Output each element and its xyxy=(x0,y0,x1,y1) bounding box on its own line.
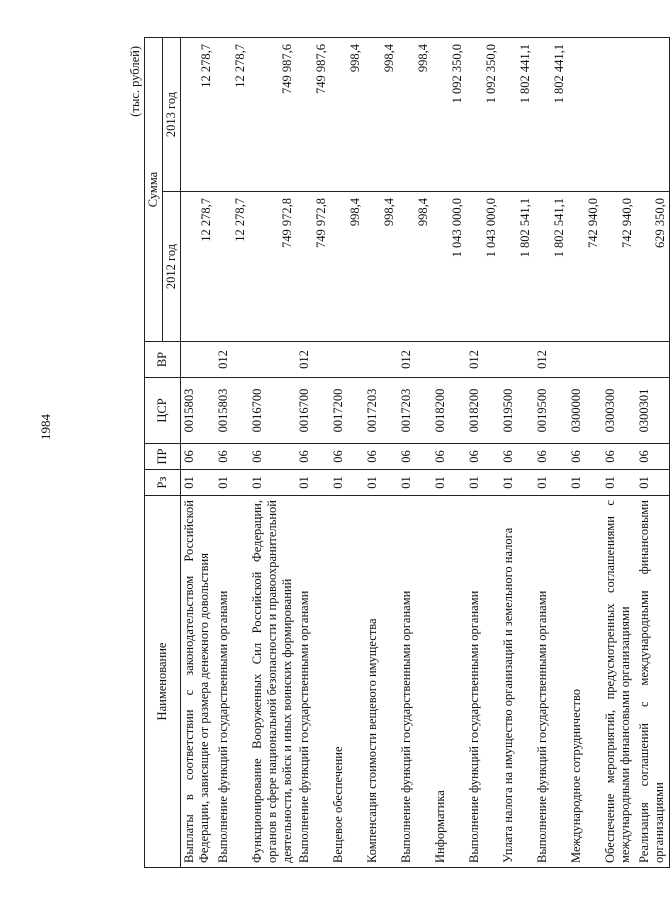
cell-2013 xyxy=(636,38,670,192)
cell-vr xyxy=(568,342,602,378)
cell-vr: 012 xyxy=(398,342,432,378)
cell-2012: 998,4 xyxy=(398,192,432,342)
table-row xyxy=(432,38,466,868)
cell-vr: 012 xyxy=(534,342,568,378)
table-row xyxy=(466,38,500,868)
cell-2012: 12 278,7 xyxy=(215,192,249,342)
cell-vr xyxy=(636,342,670,378)
cell-2012: 742 940,0 xyxy=(568,192,602,342)
cell-name: Международное сотрудничество xyxy=(568,496,602,868)
cell-name: Выполнение функций государственными органами xyxy=(534,496,568,868)
cell-rz: 01 xyxy=(249,470,296,496)
cell-name: Уплата налога на имущество организаций и земельного налога xyxy=(500,496,534,868)
cell-csr: 0300301 xyxy=(636,378,670,444)
cell-name: Функционирование Вооруженных Сил Российской Федерации, органов в сфере национальной безопасности и правоохранительной деятельности, войск и иных воинских формирований xyxy=(249,496,296,868)
cell-2013: 749 987,6 xyxy=(296,38,330,192)
cell-2013 xyxy=(568,38,602,192)
cell-name: Выполнение функций государственными органами xyxy=(215,496,249,868)
cell-csr: 0018200 xyxy=(432,378,466,444)
header-2013: 2013 год xyxy=(163,38,181,192)
cell-rz: 01 xyxy=(364,470,398,496)
header-name: Наименование xyxy=(145,496,181,868)
cell-csr: 0017203 xyxy=(398,378,432,444)
cell-rz: 01 xyxy=(568,470,602,496)
cell-2012: 998,4 xyxy=(330,192,364,342)
cell-pr: 06 xyxy=(330,444,364,470)
cell-csr: 0015803 xyxy=(181,378,215,444)
cell-rz: 01 xyxy=(181,470,215,496)
cell-2012: 742 940,0 xyxy=(602,192,636,342)
cell-name: Выполнение функций государственными органами xyxy=(398,496,432,868)
unit-label: (тыс. рублей) xyxy=(128,46,142,117)
cell-vr xyxy=(330,342,364,378)
cell-2013: 1 092 350,0 xyxy=(432,38,466,192)
cell-vr: 012 xyxy=(296,342,330,378)
table-body xyxy=(181,38,670,868)
cell-2013: 998,4 xyxy=(330,38,364,192)
cell-rz: 01 xyxy=(432,470,466,496)
cell-rz: 01 xyxy=(330,470,364,496)
cell-2012: 629 350,0 xyxy=(636,192,670,342)
cell-2012: 998,4 xyxy=(364,192,398,342)
cell-rz: 01 xyxy=(500,470,534,496)
cell-2013: 1 092 350,0 xyxy=(466,38,500,192)
cell-2012: 749 972,8 xyxy=(249,192,296,342)
cell-rz: 01 xyxy=(466,470,500,496)
cell-rz: 01 xyxy=(602,470,636,496)
header-vr: ВР xyxy=(145,342,181,378)
cell-pr: 06 xyxy=(181,444,215,470)
table-row xyxy=(364,38,398,868)
table-row xyxy=(568,38,602,868)
cell-csr: 0016700 xyxy=(249,378,296,444)
rotated-table-region xyxy=(128,38,667,868)
table-row xyxy=(534,38,568,868)
cell-vr xyxy=(249,342,296,378)
cell-rz: 01 xyxy=(636,470,670,496)
cell-rz: 01 xyxy=(215,470,249,496)
budget-table xyxy=(144,37,670,868)
cell-2013: 749 987,6 xyxy=(249,38,296,192)
cell-pr: 06 xyxy=(296,444,330,470)
table-header xyxy=(145,38,181,868)
cell-csr: 0015803 xyxy=(215,378,249,444)
cell-vr xyxy=(181,342,215,378)
cell-vr xyxy=(432,342,466,378)
cell-csr: 0019500 xyxy=(534,378,568,444)
header-csr: ЦСР xyxy=(145,378,181,444)
cell-rz: 01 xyxy=(296,470,330,496)
cell-2012: 12 278,7 xyxy=(181,192,215,342)
header-rz: Рз xyxy=(145,470,181,496)
cell-csr: 0300000 xyxy=(568,378,602,444)
cell-2012: 749 972,8 xyxy=(296,192,330,342)
cell-name: Обеспечение мероприятий, предусмотренных соглашениями с международными финансовыми организациями xyxy=(602,496,636,868)
cell-pr: 06 xyxy=(602,444,636,470)
cell-pr: 06 xyxy=(636,444,670,470)
cell-pr: 06 xyxy=(534,444,568,470)
cell-csr: 0019500 xyxy=(500,378,534,444)
cell-pr: 06 xyxy=(364,444,398,470)
cell-name: Выполнение функций государственными органами xyxy=(466,496,500,868)
table-row xyxy=(181,38,215,868)
cell-vr: 012 xyxy=(466,342,500,378)
cell-csr: 0017200 xyxy=(330,378,364,444)
cell-2012: 1 043 000,0 xyxy=(432,192,466,342)
table-row xyxy=(330,38,364,868)
cell-name: Выполнение функций государственными органами xyxy=(296,496,330,868)
cell-name: Реализация соглашений с международными финансовыми организациями xyxy=(636,496,670,868)
cell-2013: 998,4 xyxy=(398,38,432,192)
cell-csr: 0016700 xyxy=(296,378,330,444)
cell-name: Компенсация стоимости вещевого имущества xyxy=(364,496,398,868)
cell-csr: 0018200 xyxy=(466,378,500,444)
table-row xyxy=(500,38,534,868)
header-2012: 2012 год xyxy=(163,192,181,342)
cell-rz: 01 xyxy=(534,470,568,496)
cell-pr: 06 xyxy=(249,444,296,470)
header-sum: Сумма xyxy=(145,38,163,342)
cell-csr: 0300300 xyxy=(602,378,636,444)
cell-2013 xyxy=(602,38,636,192)
cell-2012: 1 802 541,1 xyxy=(500,192,534,342)
cell-rz: 01 xyxy=(398,470,432,496)
cell-vr xyxy=(500,342,534,378)
cell-name: Вещевое обеспечение xyxy=(330,496,364,868)
cell-pr: 06 xyxy=(432,444,466,470)
cell-2013: 1 802 441,1 xyxy=(500,38,534,192)
cell-vr xyxy=(364,342,398,378)
cell-vr xyxy=(602,342,636,378)
cell-2013: 998,4 xyxy=(364,38,398,192)
cell-name: Информатика xyxy=(432,496,466,868)
table-row xyxy=(398,38,432,868)
page-number: 1984 xyxy=(38,414,53,440)
cell-pr: 06 xyxy=(398,444,432,470)
cell-pr: 06 xyxy=(568,444,602,470)
table-row xyxy=(636,38,670,868)
cell-pr: 06 xyxy=(215,444,249,470)
table-row xyxy=(249,38,296,868)
cell-2012: 1 802 541,1 xyxy=(534,192,568,342)
table-row xyxy=(215,38,249,868)
cell-name: Выплаты в соответствии с законодательством Российской Федерации, зависящие от размера денежного довольствия xyxy=(181,496,215,868)
cell-2013: 12 278,7 xyxy=(215,38,249,192)
cell-csr: 0017203 xyxy=(364,378,398,444)
table-row xyxy=(296,38,330,868)
header-pr: ПР xyxy=(145,444,181,470)
cell-pr: 06 xyxy=(500,444,534,470)
table-row xyxy=(602,38,636,868)
cell-2013: 12 278,7 xyxy=(181,38,215,192)
cell-2013: 1 802 441,1 xyxy=(534,38,568,192)
cell-2012: 1 043 000,0 xyxy=(466,192,500,342)
cell-pr: 06 xyxy=(466,444,500,470)
cell-vr: 012 xyxy=(215,342,249,378)
